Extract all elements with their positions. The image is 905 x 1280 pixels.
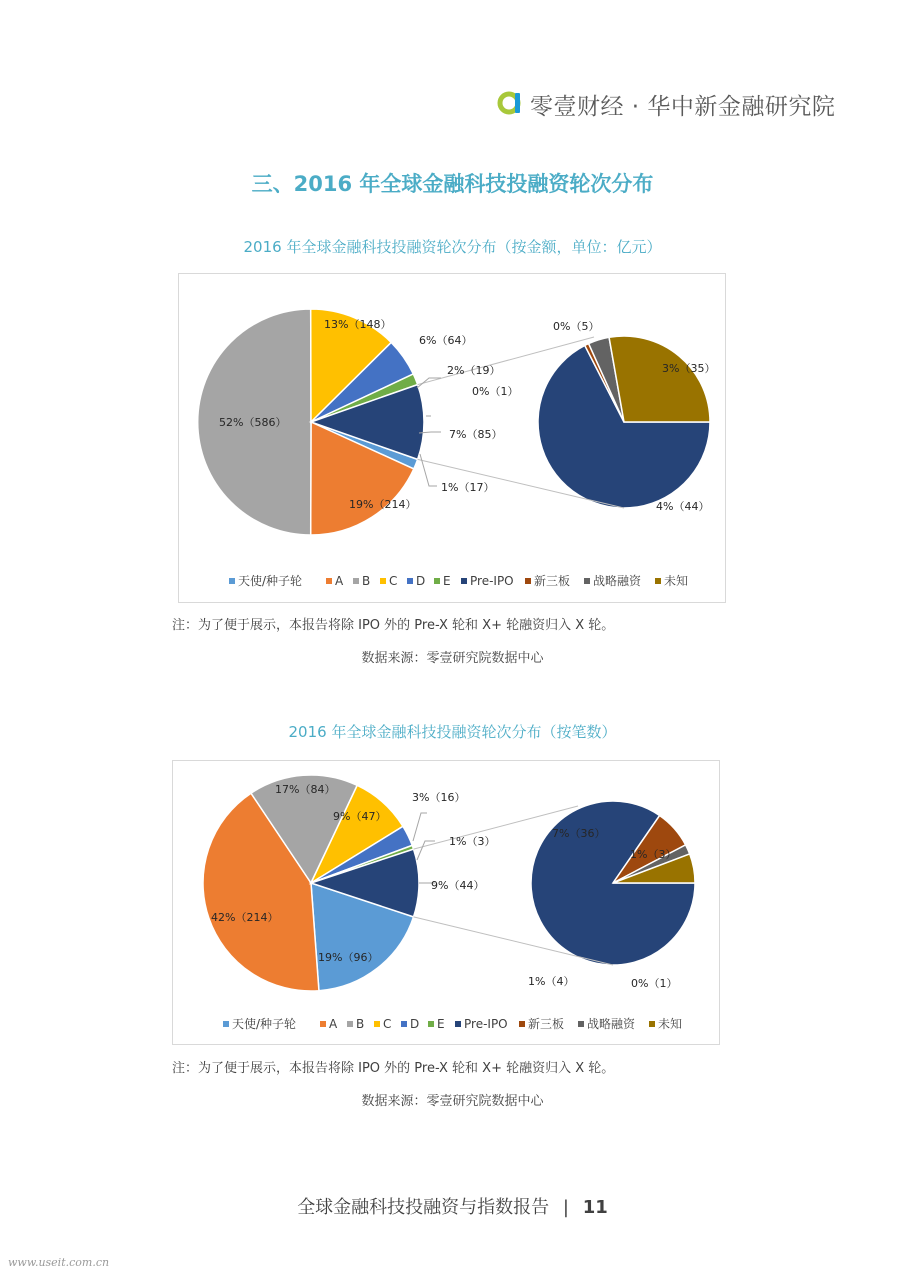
chart2-data-label-4: 3%（16）: [412, 791, 466, 804]
chart2-legend-label-1: A: [329, 1017, 338, 1031]
chart2-legend-swatch-2: [347, 1021, 353, 1027]
chart1-legend-label-8: 战略融资: [593, 574, 642, 588]
chart1-legend-label-0: 天使/种子轮: [238, 574, 303, 588]
chart2-leader-0: [413, 813, 427, 841]
chart1-legend-swatch-2: [353, 578, 359, 584]
chart1-data-label-3: 13%（148）: [324, 318, 392, 331]
chart1-data-label-0: 1%（17）: [441, 481, 495, 494]
chart2-data-label-1: 42%（214）: [211, 911, 279, 924]
chart1-source: 数据来源：零壹研究院数据中心: [361, 651, 544, 666]
chart1-legend-swatch-9: [655, 578, 661, 584]
chart2-data-label-sec: 7%（36）: [552, 827, 606, 840]
chart2-data-label-6: 9%（44）: [431, 879, 485, 892]
chart1-legend-label-2: B: [362, 574, 371, 588]
chart1-legend-swatch-1: [326, 578, 332, 584]
footer-title: 全球金融科技投融资与指数报告: [297, 1197, 550, 1218]
chart2-legend-swatch-7: [519, 1021, 525, 1027]
chart2-legend-swatch-9: [649, 1021, 655, 1027]
chart2-legend-label-8: 战略融资: [587, 1017, 636, 1031]
chart1-title: 2016 年全球金融科技投融资轮次分布（按金额，单位：亿元）: [243, 238, 662, 256]
chart1-legend-swatch-5: [434, 578, 440, 584]
chart1-legend-label-1: A: [335, 574, 344, 588]
chart2-pie-of-pie: [173, 761, 719, 1044]
chart2-source: 数据来源：零壹研究院数据中心: [361, 1094, 544, 1109]
chart1-legend-label-3: C: [389, 574, 398, 588]
page-number: 11: [582, 1197, 608, 1218]
chart2-legend-label-0: 天使/种子轮: [232, 1017, 297, 1031]
chart1-legend-label-6: Pre-IPO: [470, 574, 514, 588]
chart2-legend-swatch-6: [455, 1021, 461, 1027]
watermark: www.useit.com.cn: [8, 1256, 110, 1269]
chart2-legend-label-5: E: [437, 1017, 445, 1031]
chart2-legend-label-4: D: [410, 1017, 420, 1031]
chart2-data-label-5: 1%（3）: [449, 835, 496, 848]
chart2-legend-swatch-5: [428, 1021, 434, 1027]
chart1-data-label-1: 19%（214）: [349, 498, 417, 511]
chart1-data-label-9: 3%（35）: [662, 362, 716, 375]
chart1-legend-swatch-0: [229, 578, 235, 584]
footer-separator: |: [562, 1197, 569, 1218]
chart2-legend-swatch-0: [223, 1021, 229, 1027]
chart1-legend-swatch-8: [584, 578, 590, 584]
chart2-data-label-0: 19%（96）: [318, 951, 379, 964]
chart2-data-label-9: 1%（3）: [630, 848, 677, 861]
chart2-legend-label-2: B: [356, 1017, 365, 1031]
chart1-legend-swatch-4: [407, 578, 413, 584]
footer: [0, 1193, 905, 1219]
chart1-pie-of-pie: [179, 274, 725, 602]
chart2-legend-label-7: 新三板: [528, 1017, 565, 1031]
chart1-data-label-2: 52%（586）: [219, 416, 287, 429]
chart2-note: 注：为了便于展示，本报告将除 IPO 外的 Pre-X 轮和 X+ 轮融资归入 X 轮。: [172, 1061, 615, 1076]
chart1-legend-swatch-7: [525, 578, 531, 584]
chart1-leader-2: [420, 454, 437, 486]
chart2-legend-swatch-8: [578, 1021, 584, 1027]
chart2-legend-swatch-1: [320, 1021, 326, 1027]
chart1-data-label-5: 2%（19）: [447, 364, 501, 377]
chart1-legend-swatch-6: [461, 578, 467, 584]
chart2-data-label-7: 1%（4）: [528, 975, 575, 988]
chart2-legend-label-6: Pre-IPO: [464, 1017, 508, 1031]
chart1-legend-swatch-3: [380, 578, 386, 584]
chart1-note: 注：为了便于展示，本报告将除 IPO 外的 Pre-X 轮和 X+ 轮融资归入 X 轮。: [172, 618, 615, 633]
chart2-data-label-3: 9%（47）: [333, 810, 387, 823]
chart2-legend-label-3: C: [383, 1017, 392, 1031]
chart2-box: [172, 760, 720, 1045]
header-title: 零壹财经 · 华中新金融研究院: [530, 94, 836, 120]
chart1-legend-label-7: 新三板: [534, 574, 571, 588]
chart1-box: [178, 273, 726, 603]
chart1-data-label-6: 7%（85）: [449, 428, 503, 441]
chart1-data-label-sec: 4%（44）: [656, 500, 710, 513]
chart1-legend-label-9: 未知: [664, 574, 689, 588]
chart2-title: 2016 年全球金融科技投融资轮次分布（按笔数）: [288, 723, 617, 741]
section-title: 三、2016 年全球金融科技投融资轮次分布: [251, 172, 654, 196]
chart1-data-label-7: 0%（1）: [472, 385, 519, 398]
chart2-legend-label-9: 未知: [658, 1017, 683, 1031]
chart2-legend-swatch-3: [374, 1021, 380, 1027]
chart1-legend-label-4: D: [416, 574, 426, 588]
chart1-secondary-slice-9: [609, 336, 710, 422]
chart2-legend-swatch-4: [401, 1021, 407, 1027]
chart1-data-label-8: 0%（5）: [553, 320, 600, 333]
chart2-data-label-2: 17%（84）: [275, 783, 336, 796]
brand-logo-icon: [497, 90, 523, 116]
chart1-legend-label-5: E: [443, 574, 451, 588]
chart2-data-label-8: 0%（1）: [631, 977, 678, 990]
chart1-data-label-4: 6%（64）: [419, 334, 473, 347]
